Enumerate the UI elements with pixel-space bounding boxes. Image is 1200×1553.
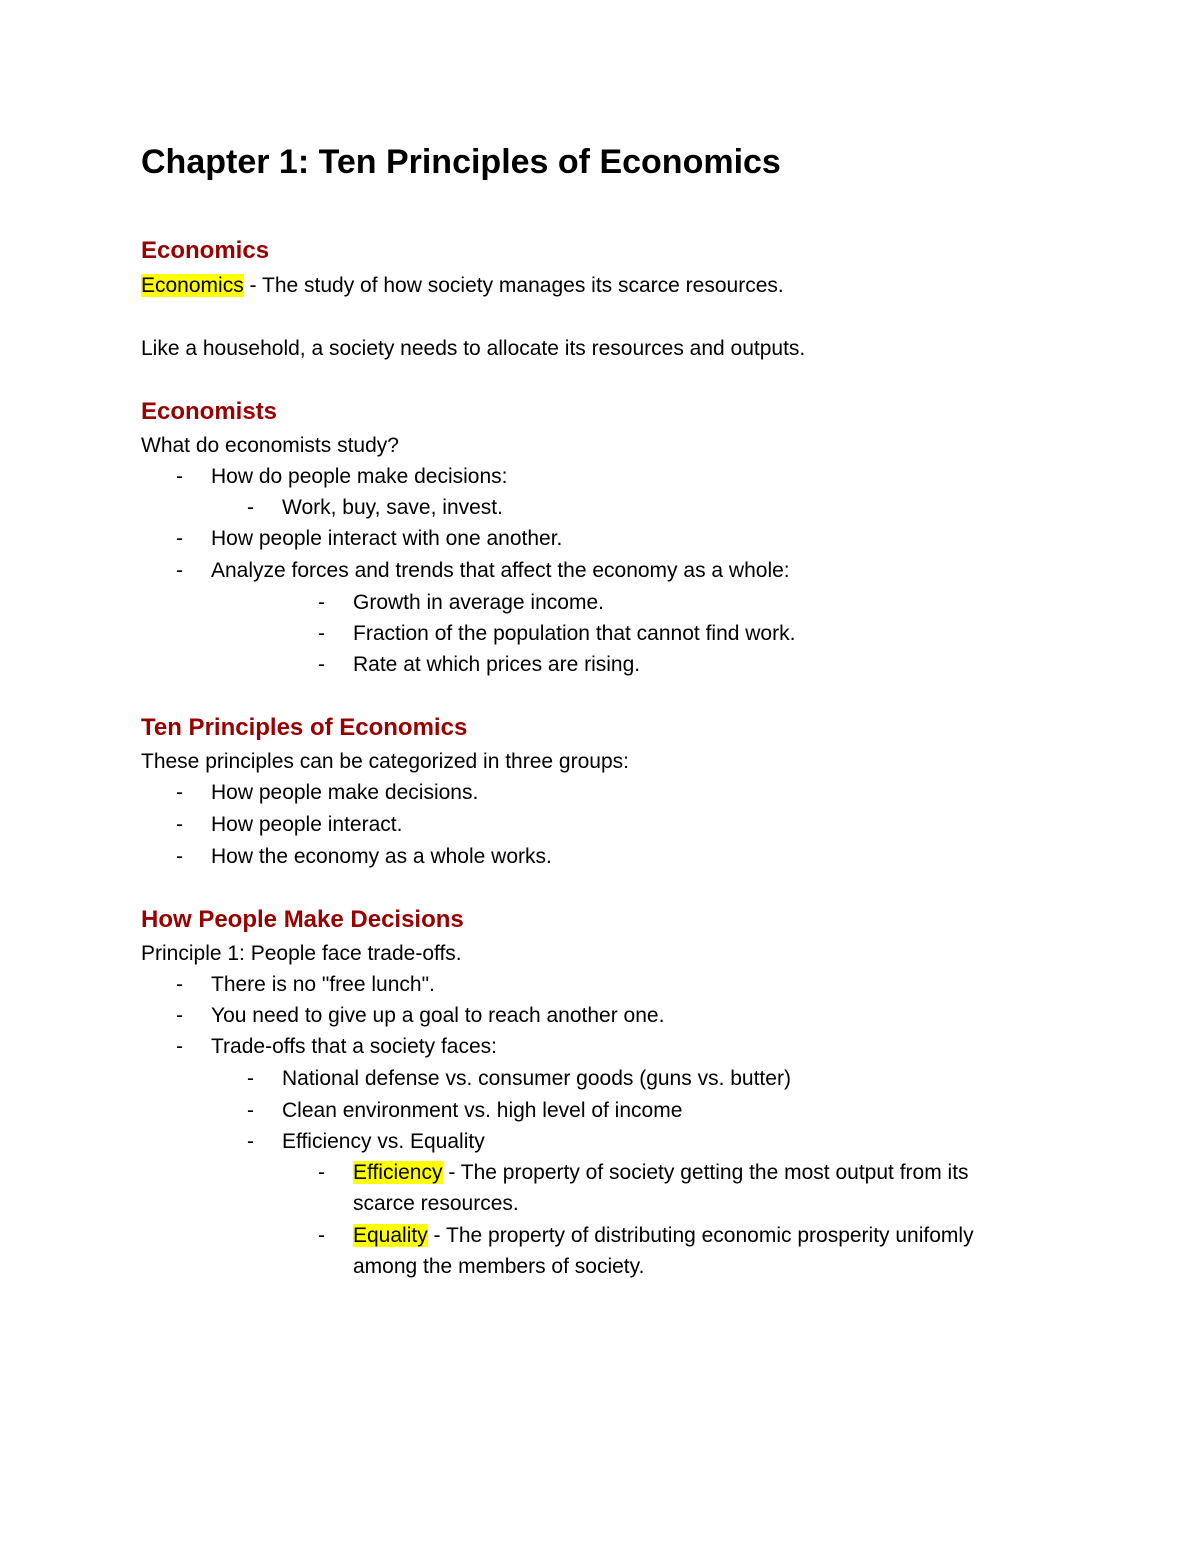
bullet-dash: - xyxy=(247,1067,254,1090)
list-item: Trade-offs that a society faces: xyxy=(211,1035,497,1058)
economics-note: Like a household, a society needs to allocate its resources and outputs. xyxy=(141,337,806,360)
list-item: You need to give up a goal to reach another one. xyxy=(211,1004,665,1027)
list-item: Clean environment vs. high level of income xyxy=(282,1099,683,1122)
list-item: National defense vs. consumer goods (guns vs. butter) xyxy=(282,1067,791,1090)
ten-principles-intro: These principles can be categorized in three groups: xyxy=(141,750,629,773)
bullet-dash: - xyxy=(318,1224,325,1247)
bullet-dash: - xyxy=(247,496,254,519)
bullet-dash: - xyxy=(247,1099,254,1122)
section-heading-ten-principles: Ten Principles of Economics xyxy=(141,714,468,741)
list-item: How people interact with one another. xyxy=(211,527,563,550)
bullet-dash: - xyxy=(176,781,183,804)
economists-intro: What do economists study? xyxy=(141,434,399,457)
list-item: How do people make decisions: xyxy=(211,465,508,488)
bullet-dash: - xyxy=(318,653,325,676)
list-item: How people interact. xyxy=(211,813,403,836)
section-heading-decisions: How People Make Decisions xyxy=(141,906,464,933)
section-heading-economists: Economists xyxy=(141,398,278,425)
principle-1: Principle 1: People face trade-offs. xyxy=(141,942,462,965)
list-item: Efficiency vs. Equality xyxy=(282,1130,485,1153)
bullet-dash: - xyxy=(318,622,325,645)
list-item: There is no "free lunch". xyxy=(211,973,435,996)
bullet-dash: - xyxy=(176,813,183,836)
definition-text: - The study of how society manages its scarce resources. xyxy=(243,274,784,297)
list-item: Rate at which prices are rising. xyxy=(353,653,641,676)
list-item: Work, buy, save, invest. xyxy=(282,496,503,519)
list-item: Analyze forces and trends that affect the economy as a whole: xyxy=(211,559,790,582)
bullet-dash: - xyxy=(318,591,325,614)
definition-text: - The property of distributing economic prosperity unifomly xyxy=(427,1224,974,1247)
bullet-dash: - xyxy=(176,1004,183,1027)
page-title: Chapter 1: Ten Principles of Economics xyxy=(141,143,781,181)
efficiency-definition xyxy=(353,1157,969,1188)
list-item: How people make decisions. xyxy=(211,781,479,804)
section-heading-economics: Economics xyxy=(141,237,270,264)
list-item: Fraction of the population that cannot find work. xyxy=(353,622,796,645)
highlighted-term-economics: Economics xyxy=(141,274,244,297)
bullet-dash: - xyxy=(176,527,183,550)
list-item: Growth in average income. xyxy=(353,591,604,614)
efficiency-definition-continued: scarce resources. xyxy=(353,1192,519,1215)
definition-text: - The property of society getting the most output from its xyxy=(442,1161,969,1184)
bullet-dash: - xyxy=(176,465,183,488)
equality-definition xyxy=(353,1220,974,1251)
equality-definition-continued: among the members of society. xyxy=(353,1255,645,1278)
economics-definition xyxy=(141,270,784,301)
highlighted-term-equality: Equality xyxy=(353,1224,428,1247)
bullet-dash: - xyxy=(176,1035,183,1058)
bullet-dash: - xyxy=(247,1130,254,1153)
list-item: How the economy as a whole works. xyxy=(211,845,552,868)
bullet-dash: - xyxy=(176,559,183,582)
bullet-dash: - xyxy=(176,973,183,996)
bullet-dash: - xyxy=(318,1161,325,1184)
bullet-dash: - xyxy=(176,845,183,868)
highlighted-term-efficiency: Efficiency xyxy=(353,1161,443,1184)
